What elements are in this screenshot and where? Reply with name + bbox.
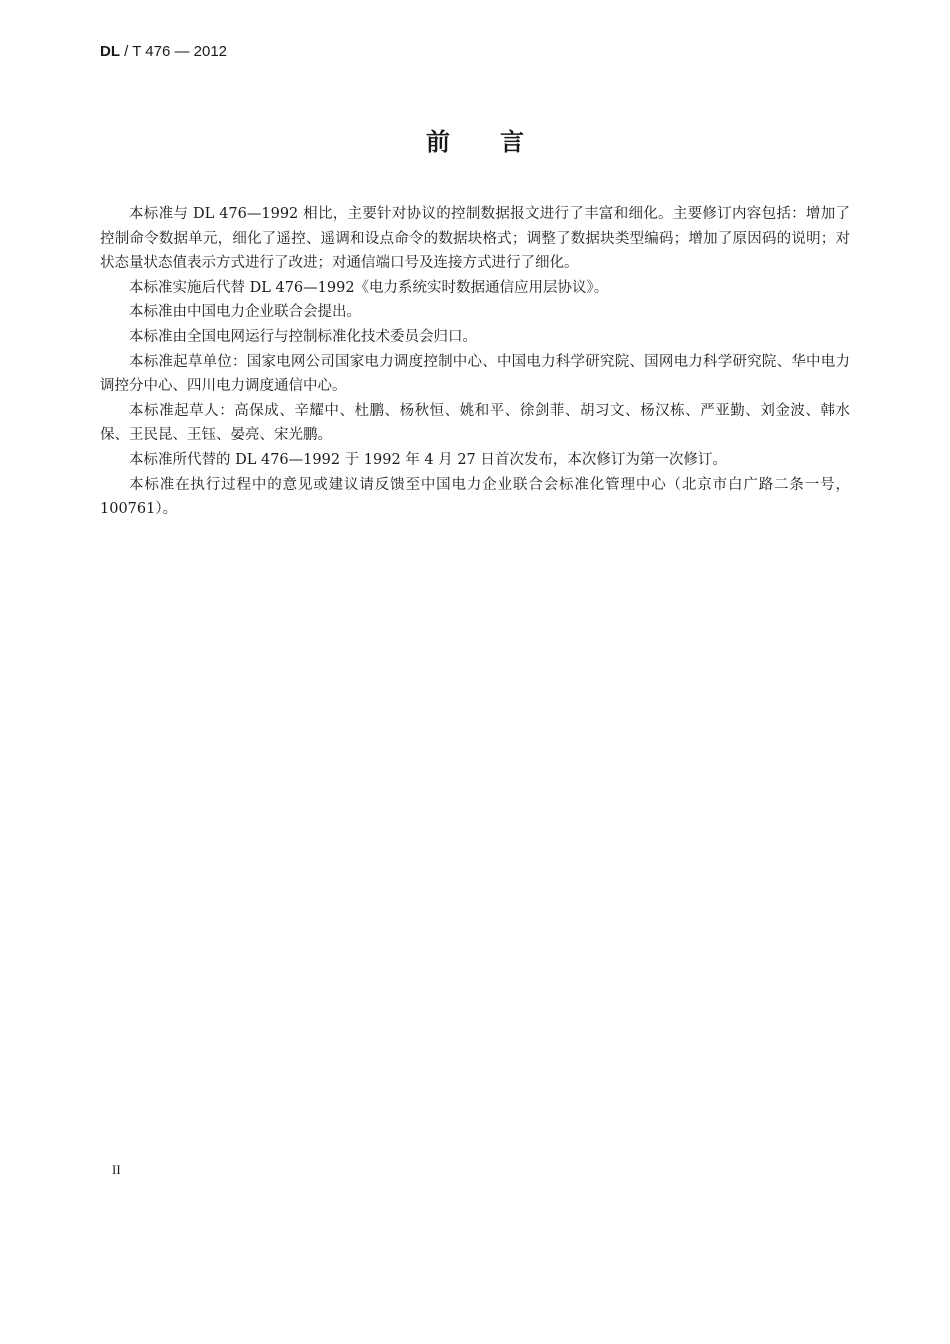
document-code-prefix: DL (100, 43, 120, 60)
document-code-number: / T 476 — 2012 (120, 43, 228, 60)
paragraph-replaces: 本标准实施后代替 DL 476—1992《电力系统实时数据通信应用层协议》。 (129, 279, 609, 296)
page-title: 前言 (426, 128, 574, 156)
paragraph-history: 本标准所代替的 DL 476—1992 于 1992 年 4 月 27 日首次发布，本次修订为第一次修订。 (129, 451, 727, 468)
paragraph-proposed-by: 本标准由中国电力企业联合会提出。 (129, 304, 361, 321)
paragraph-drafting-units: 本标准起草单位：国家电网公司国家电力调度控制中心、中国电力科学研究院、国网电力科学研究院、华中电力调控分中心、四川电力调度通信中心。 (100, 353, 850, 395)
paragraph-drafters: 本标准起草人：高保成、辛耀中、杜鹏、杨秋恒、姚和平、徐剑菲、胡习文、杨汉栋、严亚勤、刘金波、韩水保、王民昆、王钰、晏亮、宋光鹏。 (100, 402, 850, 444)
paragraph-revision-summary: 本标准与 DL 476—1992 相比，主要针对协议的控制数据报文进行了丰富和细化。主要修订内容包括：增加了控制命令数据单元，细化了遥控、遥调和设点命令的数据块格式；调整了数据块类型编码；增加了原因码的说明；对状态量状态值表示方式进行了改进；对通信端口号及连接方式进行了细化。 (100, 206, 850, 272)
page-number: II (112, 1162, 121, 1177)
document-code-header (100, 43, 227, 60)
paragraph-feedback: 本标准在执行过程中的意见或建议请反馈至中国电力企业联合会标准化管理中心（北京市白广路二条一号，100761）。 (100, 476, 850, 518)
paragraph-centralized-by: 本标准由全国电网运行与控制标准化技术委员会归口。 (129, 328, 477, 345)
foreword-body (100, 202, 850, 522)
